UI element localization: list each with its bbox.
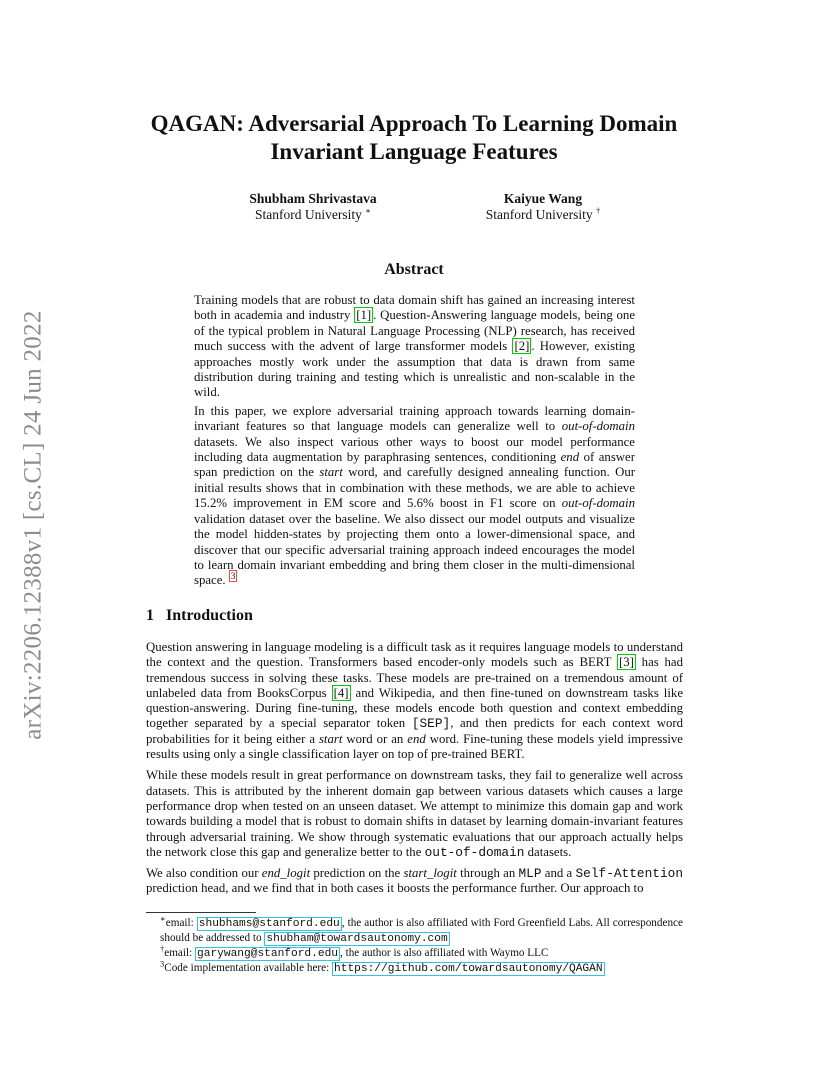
citation-link[interactable]: [4] xyxy=(333,685,349,700)
email-link[interactable]: shubham@towardsautonomy.com xyxy=(266,933,448,945)
section-title: Introduction xyxy=(166,607,253,624)
footnote-2: †email: garywang@stanford.edu , the author is also affiliated with Waymo LLC xyxy=(160,943,549,960)
author-affiliation: Stanford University † xyxy=(485,205,601,222)
arxiv-stamp-text: arXiv:2206.12388v1 [cs.CL] 24 Jun 2022 xyxy=(20,310,48,740)
author-mark: † xyxy=(596,205,601,216)
author-affiliation: Stanford University ∗ xyxy=(254,205,372,222)
paper-title xyxy=(130,110,698,166)
footnote-3: $^3$Code implementation available here: https://github.com/towardsautonomy/QAGAN xyxy=(160,958,603,975)
citation-link[interactable]: [1] xyxy=(356,308,372,323)
abstract-paragraph-1: Training models that are robust to data domain shift has gained an increasing interest both in academia and industry [1] . Question-Answering language models, being one of the typical problem in Natural Language Processing (NLP) research, has received much success with the advent of large transformer models [2] . However, existing approaches mostly work under the assumption that data is drawn from same distribution during training and testing which is unrealistic and non-scalable in the wild. xyxy=(194,293,635,400)
introduction-body xyxy=(146,640,683,903)
citation-link[interactable]: [2] xyxy=(514,339,530,354)
footnotes xyxy=(146,913,683,976)
footnote-link[interactable]: 3 xyxy=(230,571,236,582)
section-heading-introduction xyxy=(146,607,253,625)
author-mark: ∗ xyxy=(365,205,372,216)
footnote-1: ∗email: shubhams@stanford.edu , the author is also affiliated with Ford Greenfield Labs. All correspondence should be addressed to shubham@towardsautonomy.com xyxy=(160,913,683,945)
citation-link[interactable]: [3] xyxy=(618,655,634,670)
author-name: Shubham Shrivastava xyxy=(249,191,377,206)
author-block-1 xyxy=(228,191,398,223)
abstract-heading: Abstract xyxy=(384,261,444,278)
intro-paragraph-3: We also condition our end_logit prediction on the start_logit through an MLP and a Self-Attention prediction head, and we find that in both cases it boosts the performance further. Our approach to xyxy=(146,866,683,896)
title-line-2: Invariant Language Features xyxy=(270,139,558,164)
title-line-1: QAGAN: Adversarial Approach To Learning Domain xyxy=(150,111,678,136)
email-link[interactable]: garywang@stanford.edu xyxy=(197,948,339,960)
abstract-body xyxy=(194,293,635,592)
repository-link[interactable]: https://github.com/towardsautonomy/QAGAN xyxy=(334,963,603,975)
email-link[interactable]: shubhams@stanford.edu xyxy=(198,918,340,930)
intro-paragraph-1: Question answering in language modeling is a difficult task as it requires language models to understand the context and the question. Transformers based encoder-only models such as BERT [3] has had tremendous success in solving these tasks. These models are pre-trained on a tremendous amount of unlabeled data from BooksCorpus [4] and Wikipedia, and then fine-tuned on downstream tasks like question-answering. During fine-tuning, these models encode both question and context embedding together separated by a special separator token [SEP], and then predicts for each context word probabilities for it being either a start word or an end word. Fine-tuning these models yield impressive results using only a single classification layer on top of pre-trained BERT. xyxy=(146,640,684,762)
section-number: 1 xyxy=(146,607,154,624)
arxiv-stamp xyxy=(12,290,56,760)
abstract-paragraph-2: In this paper, we explore adversarial training approach towards learning domain-invariant features so that language models can generalize well to out-of-domain datasets. We also inspect various other ways to boost our model performance including data augmentation by paraphrasing sentences, conditioning end of answer span prediction on the start word, and carefully designed annealing function. Our initial results shows that in combination with these methods, we are able to achieve 15.2% improvement in EM score and 5.6% boost in F1 score on out-of-domain validation dataset over the baseline. We also dissect our model outputs and visualize the model hidden-states by projecting them onto a lower-dimensional space, and discover that our specific adversarial training approach indeed encourages the model to learn domain invariant embedding and bring them closer in the multi-dimensional space. $^3$ xyxy=(194,403,635,588)
intro-paragraph-2: While these models result in great performance on downstream tasks, they fail to generalize well across datasets. This is attributed by the inherent domain gap between various datasets which causes a large performance drop when tested on an unseen dataset. We attempt to minimize this domain gap and work towards building a model that is robust to domain shifts in dataset by learning domain-invariant features through adversarial training. We show through systematic evaluations that our approach actually helps the network close this gap and generalize better to the out-of-domain datasets. xyxy=(146,768,683,860)
author-block-2 xyxy=(458,191,628,223)
author-name: Kaiyue Wang xyxy=(503,191,583,206)
